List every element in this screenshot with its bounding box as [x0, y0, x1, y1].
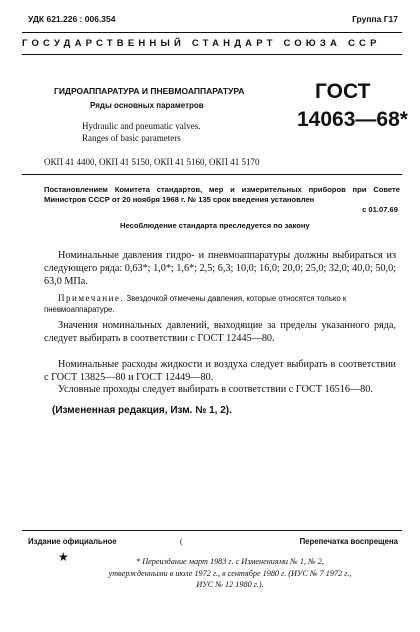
reprint-line: * Переиздание март 1983 г. с Изменениями № 1, № 2,: [136, 557, 324, 566]
okp-rule: [22, 174, 402, 175]
okp-codes: ОКП 41 4400, ОКП 41 5150, ОКП 41 5160, ОКП 41 5170: [44, 157, 260, 167]
decree-text: Постановлением Комитета стандартов, мер и измерительных приборов при Совете Министров СССР от 20 ноября 1968 г. № 135 срок введения установлен: [44, 185, 400, 204]
title-english-line1: Hydraulic and pneumatic valves.: [82, 121, 201, 131]
reprint-info: [70, 556, 390, 591]
udk-code: УДК 621.226 : 006.354: [28, 14, 116, 24]
footer-bracket: (: [180, 537, 183, 546]
note: [44, 293, 396, 315]
paragraph-flow-rates: Номинальные расходы жидкости и воздуха следует выбирать в соответствии с ГОСТ 13825—80 и ГОСТ 12449—80.: [44, 359, 396, 383]
reprint-line: утвержденными в июле 1972 г., в сентябре 1980 г. (ИУС № 7 1972 г.,: [108, 568, 352, 578]
band-rule: [22, 54, 402, 55]
reprint-prohibited: Перепечатка воспрещена: [299, 537, 398, 546]
official-edition: Издание официальное: [28, 537, 117, 546]
decree-date: с 01.07.69: [362, 205, 398, 214]
reprint-line: ИУС № 12 1980 г.).: [196, 580, 264, 589]
title-russian: ГИДРОАППАРАТУРА И ПНЕВМОАППАРАТУРА: [54, 86, 245, 96]
footer-rule: [22, 530, 402, 531]
gost-label: ГОСТ: [315, 80, 371, 103]
subtitle-russian: Ряды основных параметров: [90, 101, 204, 110]
note-label: Примечание.: [58, 293, 125, 303]
note-text: Звездочкой отмечены давления, которые относятся только к пневмоаппаратуре.: [44, 294, 347, 314]
title-english-line2: Ranges of basic parameters: [82, 133, 181, 143]
star-icon: ★: [58, 550, 69, 564]
paragraph-outside-range: Значения номинальных давлений, выходящие за пределы указанного ряда, следует выбирать в соответствии с ГОСТ 12445—80.: [44, 320, 396, 344]
paragraph-pressures: Номинальные давления гидро- и пневмоаппаратуры должны выбираться из следующего ряда: 0,63*; 1,0*; 1,6*; 2,5; 6,3; 10,0; 16,0; 20,0; 25,0; 32,0; 40,0; 50,0; 63,0 МПа.: [44, 250, 396, 287]
enforcement-note: Несоблюдение стандарта преследуется по закону: [120, 221, 310, 230]
top-rule: [22, 32, 402, 33]
gost-number: 14063—68*: [297, 108, 408, 131]
amendment-note: (Измененная редакция, Изм. № 1, 2).: [52, 405, 232, 416]
paragraph-nominal-bores: Условные проходы следует выбирать в соответствии с ГОСТ 16516—80.: [58, 384, 373, 395]
state-standard-band: ГОСУДАРСТВЕННЫЙ СТАНДАРТ СОЮЗА ССР: [22, 38, 381, 49]
group-code: Группа Г17: [352, 14, 398, 24]
